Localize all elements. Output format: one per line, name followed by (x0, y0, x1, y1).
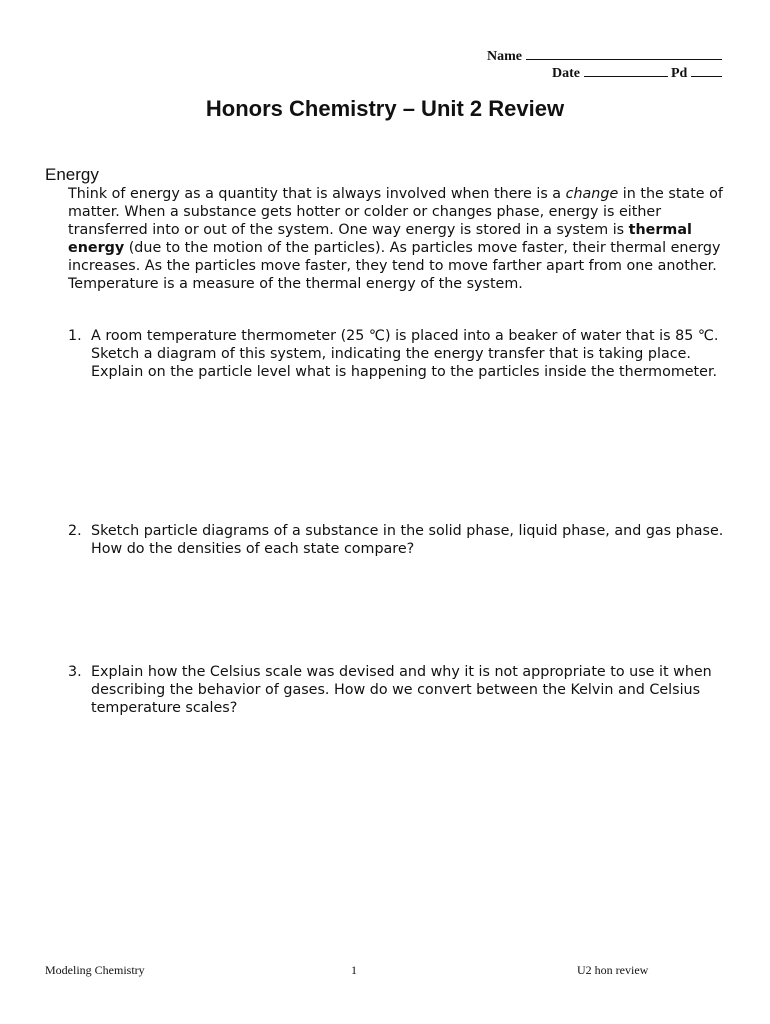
question-text: Sketch particle diagrams of a substance in the solid phase, liquid phase, and gas phase. How do the densities of each state compare? (91, 523, 724, 557)
intro-text-1: Think of energy as a quantity that is always involved when there is a (68, 186, 566, 202)
date-label: Date (552, 66, 580, 81)
intro-emphasis: change (565, 186, 619, 202)
page-title: Honors Chemistry – Unit 2 Review (205, 96, 565, 121)
question-text: A room temperature thermometer (25 ℃) is placed into a beaker of water that is 85 ℃. Sketch a diagram of this system, indicating the energy transfer that is taking place. Explain on the particle level what is happening to the particles inside the thermometer. (91, 328, 719, 380)
intro-text-2: in the state of matter. When a substance gets hotter or colder or changes phase, energy is either transferred into or out of the system. One way energy is stored in a system is (68, 186, 723, 238)
intro-text-3: (due to the motion of the particles). As particles move faster, their thermal energy increases. As the particles move faster, they tend to move farther apart from one another. Temperature is a measure of the thermal energy of the system. (68, 240, 721, 292)
question-number: 2. (68, 523, 82, 539)
section-heading: Energy (45, 165, 99, 184)
footer-right: U2 hon review (577, 963, 649, 977)
period-blank[interactable] (691, 63, 722, 77)
name-blank[interactable] (526, 46, 722, 60)
footer-page-number: 1 (351, 963, 357, 977)
date-blank[interactable] (584, 63, 668, 77)
question-text: Explain how the Celsius scale was devised and why it is not appropriate to use it when describing the behavior of gases. How do we convert between the Kelvin and Celsius temperature scales? (91, 664, 712, 716)
question-1 (68, 327, 728, 381)
question-number: 3. (68, 664, 82, 680)
name-label: Name (487, 49, 522, 64)
intro-bold-term: thermal energy (68, 222, 692, 256)
question-number: 1. (68, 328, 82, 344)
question-3 (68, 663, 728, 717)
period-label: Pd (671, 66, 688, 81)
intro-paragraph (68, 185, 728, 293)
date-period-line (552, 63, 722, 82)
footer-left: Modeling Chemistry (45, 963, 145, 977)
question-2 (68, 522, 728, 558)
